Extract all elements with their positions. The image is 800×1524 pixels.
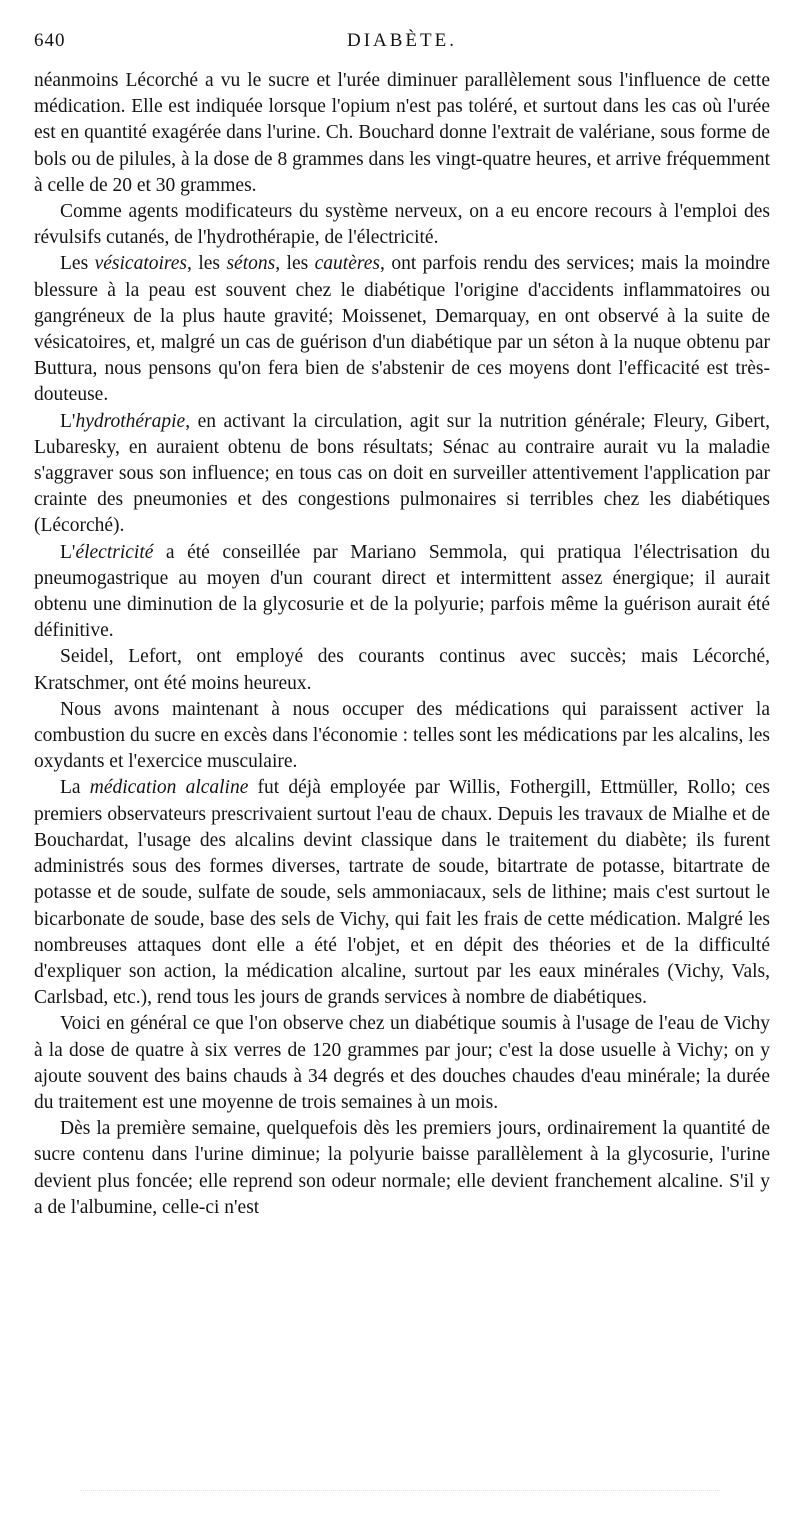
paragraph-text: a été conseillée par Mariano Semmola, qui pratiqua l'électrisation du pneumogastrique au moyen d'un courant direct et intermittent assez énergique; il aurait obtenu une diminution de la glycosurie et de la polyurie; parfois même la guérison aurait été définitive. [34,541,770,642]
paragraph-8 [34,775,770,1011]
paragraph-text: , les [275,253,315,275]
italic-term: hydrothérapie [75,410,186,432]
paragraph-5 [34,540,770,645]
paragraph-text: , en activant la circulation, agit sur la nutrition générale; Fleury, Gibert, Lubaresky, en auraient obtenu de bons résultats; Sénac au contraire aurait vu la maladie s'aggraver sous son influence; en tous cas on doit en surveiller attentivement l'application par crainte des pneumonies et des congestions pulmonaires si terribles chez les diabétiques (Lécorché). [34,410,770,537]
page-bottom-smudge [80,1490,720,1495]
paragraph-text: Dès la première semaine, quelquefois dès les premiers jours, ordinairement la quantité de sucre contenu dans l'urine diminue; la polyurie baisse parallèlement à la glycosurie, l'urine devient plus foncée; elle reprend son odeur normale; elle devient franchement alcaline. S'il y a de l'albumine, celle-ci n'est [34,1118,770,1218]
paragraph-text: Voici en général ce que l'on observe chez un diabétique soumis à l'usage de l'eau de Vichy à la dose de quatre à six verres de 120 grammes par jour; c'est la dose usuelle à Vichy; on y ajoute souvent des bains chauds à 34 degrés et des douches chaudes d'eau minérale; la durée du traitement est une moyenne de trois semaines à un mois. [34,1013,770,1113]
paragraph-text: La [60,777,90,799]
italic-term: électricité [75,541,154,563]
paragraph-text: Nous avons maintenant à nous occuper des médications qui paraissent activer la combustion du sucre en excès dans l'économie : telles sont les médications par les alcalins, les oxydants et l'exercice musculaire. [34,698,770,773]
paragraph-9 [34,1011,770,1116]
paragraph-text: Les [60,253,95,275]
italic-term: sétons [226,253,276,275]
book-page [34,30,770,1221]
paragraph-text: , ont parfois rendu des services; mais la moindre blessure à la peau est souvent chez le diabétique l'origine d'accidents inflammatoires ou gangréneux de la plus haute gravité; Moissenet, Demarquay, en ont observé à la suite de vésicatoires, et, malgré un cas de guérison d'un diabétique par un séton à la nuque obtenu par Buttura, nous pensons qu'on fera bien de s'abstenir de ces moyens dont l'efficacité est très-douteuse. [34,253,770,406]
paragraph-2 [34,199,770,251]
paragraph-text: Seidel, Lefort, ont employé des courants continus avec succès; mais Lécorché, Kratschmer, ont été moins heureux. [34,646,770,694]
page-number: 640 [34,30,66,51]
paragraph-text: Comme agents modificateurs du système nerveux, on a eu encore recours à l'emploi des révulsifs cutanés, de l'hydrothérapie, de l'électricité. [34,201,770,249]
running-title: DIABÈTE. [346,30,457,51]
paragraph-text: néanmoins Lécorché a vu le sucre et l'urée diminuer parallèlement sous l'influence de cette médication. Elle est indiquée lorsque l'opium n'est pas toléré, et surtout dans les cas où l'urée est en quantité exagérée dans l'urine. Ch. Bouchard donne l'extrait de valériane, sous forme de bols ou de pilules, à la dose de 8 grammes dans les vingt-quatre heures, et arrive fréquemment à celle de 20 et 30 grammes. [34,70,770,196]
paragraph-text: fut déjà employée par Willis, Fothergill, Ettmüller, Rollo; ces premiers observateurs prescrivaient surtout l'eau de chaux. Depuis les travaux de Mialhe et de Bouchardat, l'usage des alcalins devint classique dans le traitement du diabète; ils furent administrés sous des formes diverses, tartrate de soude, bitartrate de potasse, bitartrate de potasse et de soude, sulfate de soude, sels ammoniacaux, sels de lithine; mais c'est surtout le bicarbonate de soude, base des sels de Vichy, qui fait les frais de cette médication. Malgré les nombreuses attaques dont elle a été l'objet, et en dépit des théories et de la difficulté d'expliquer son action, la médication alcaline, surtout par les eaux minérales (Vichy, Vals, Carlsbad, etc.), rend tous les jours de grands services à nombre de diabétiques. [34,777,770,1009]
paragraph-text: L' [60,541,76,563]
italic-term: vésicatoires [94,253,188,275]
page-header [34,30,770,60]
paragraph-1 [34,68,770,199]
paragraph-3 [34,251,770,408]
paragraph-4 [34,409,770,540]
body-text [34,68,770,1221]
paragraph-7 [34,697,770,776]
paragraph-text: L' [60,410,76,432]
italic-term: cautères [314,253,380,275]
paragraph-text: , les [187,253,227,275]
paragraph-6 [34,644,770,696]
italic-term: médication alcaline [89,777,249,799]
paragraph-10 [34,1116,770,1221]
